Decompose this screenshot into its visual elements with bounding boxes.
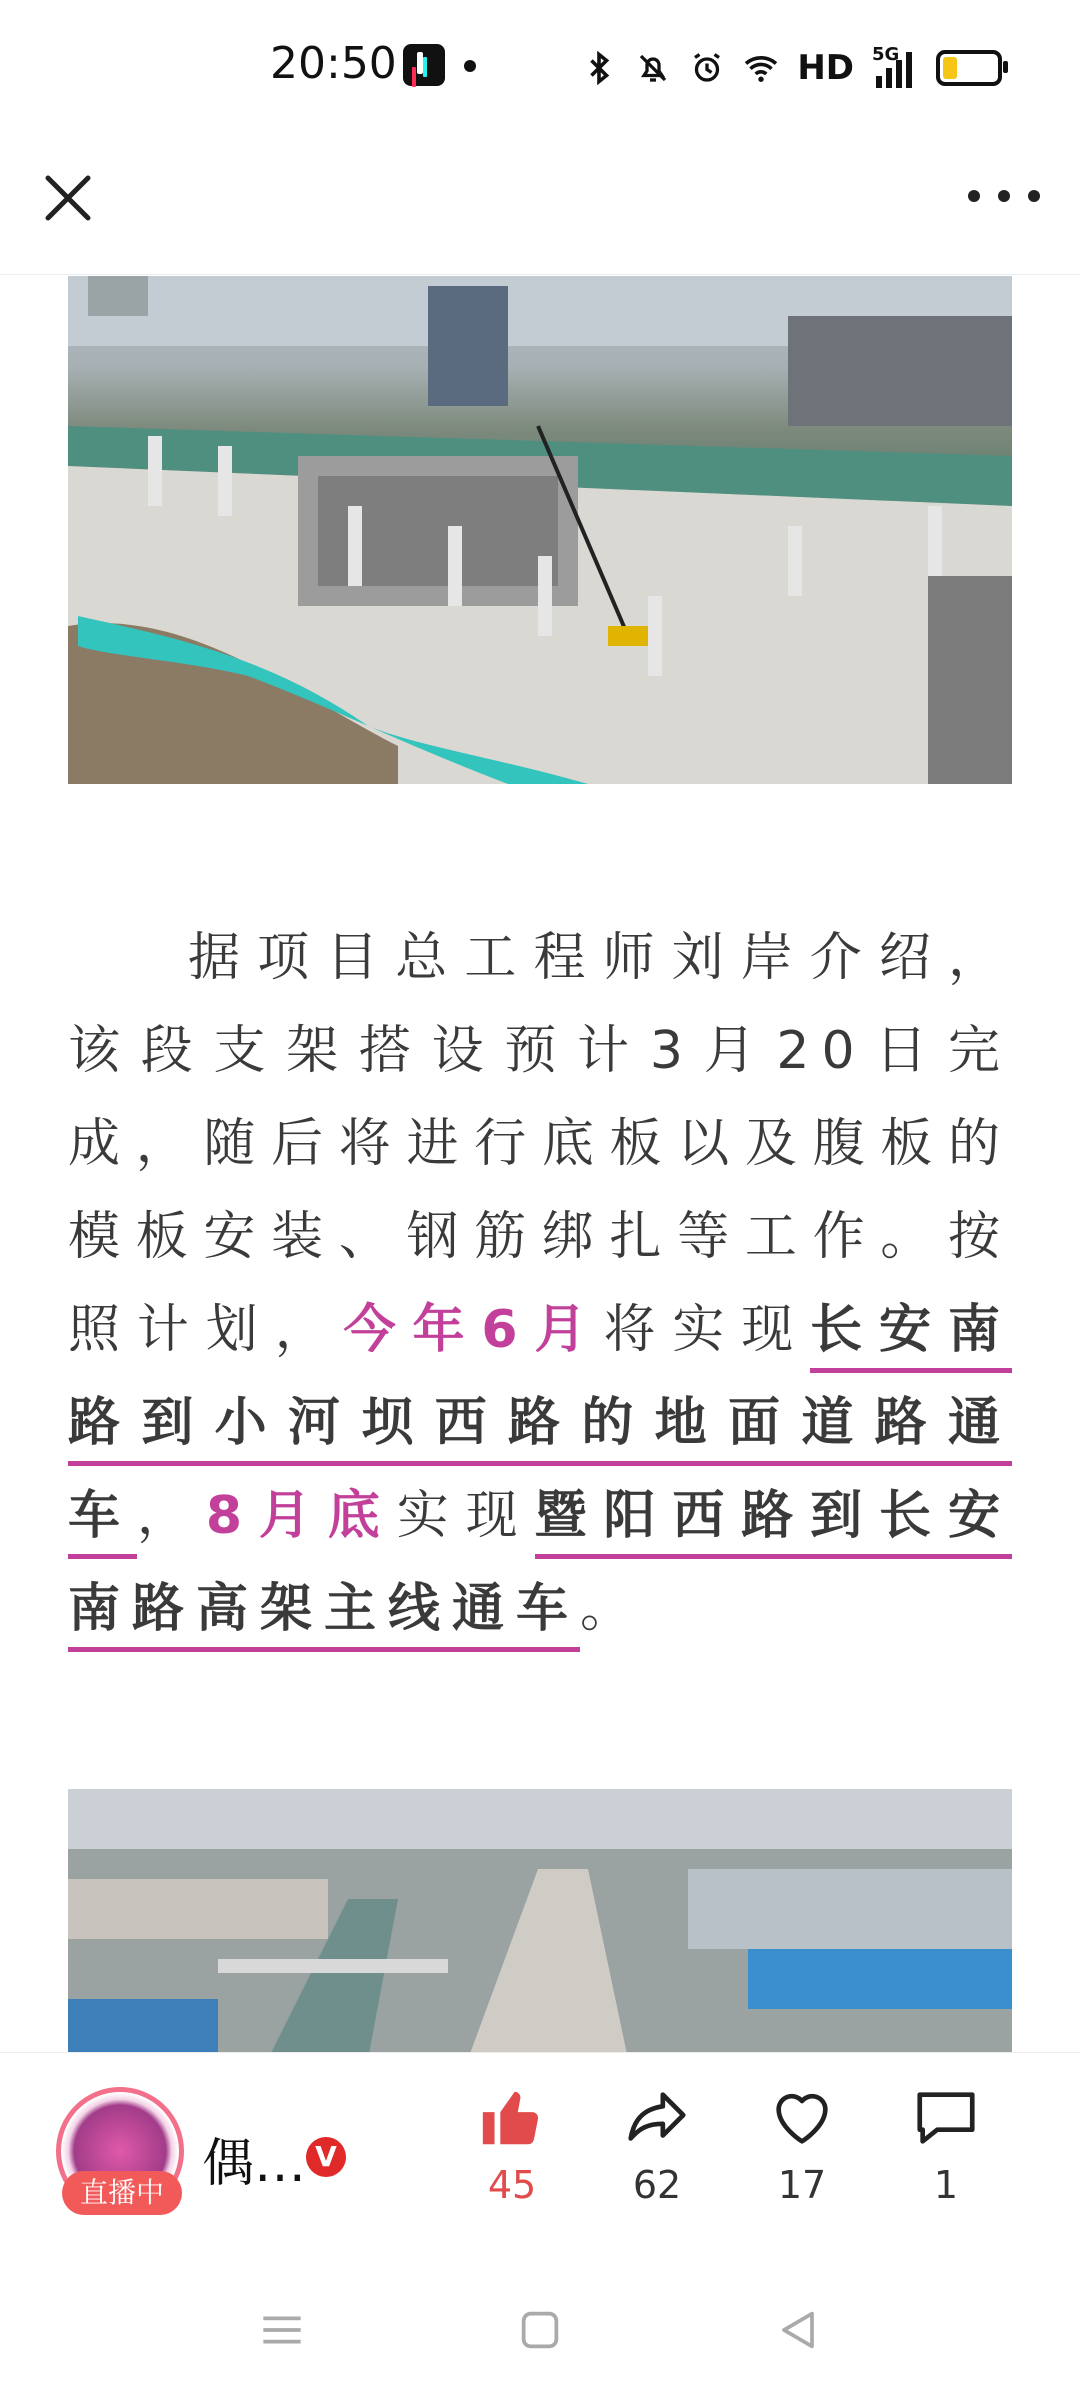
mute-bell-icon bbox=[635, 48, 671, 88]
article-content[interactable] bbox=[0, 274, 1080, 2052]
favorite-count: 17 bbox=[777, 2163, 827, 2207]
article-paragraph bbox=[68, 912, 1012, 1656]
notification-dot-icon bbox=[464, 60, 476, 72]
thumbs-up-icon bbox=[477, 2083, 547, 2153]
menu-icon[interactable] bbox=[254, 2302, 310, 2358]
live-badge[interactable]: 直播中 bbox=[62, 2171, 182, 2215]
back-icon[interactable] bbox=[770, 2302, 826, 2358]
paragraph-text: 将实现 bbox=[603, 1300, 811, 1360]
construction-aerial-photo-2[interactable] bbox=[68, 1789, 1012, 2052]
highlight-august: 8月底 bbox=[205, 1486, 397, 1546]
comment-button[interactable] bbox=[886, 2083, 1006, 2207]
wifi-icon bbox=[743, 48, 779, 88]
underlined-phrase: 长安南路到小河坝西路的地面道路通车 bbox=[68, 1300, 1012, 1559]
signal-label: 5G bbox=[872, 44, 900, 65]
paragraph-end: 。 bbox=[580, 1579, 645, 1639]
like-count: 45 bbox=[487, 2163, 537, 2207]
heart-icon bbox=[767, 2083, 837, 2153]
verified-badge: V bbox=[306, 2137, 346, 2177]
home-icon[interactable] bbox=[512, 2302, 568, 2358]
battery-icon bbox=[936, 50, 1002, 86]
article-text bbox=[68, 912, 1012, 1656]
paragraph-intro: 据项目总工程师刘岸介绍，该段支架搭设预计3月20日完成，随后将进行底板以及腹板的模板安装、钢筋绑扎等工作。按照计划， bbox=[68, 928, 1012, 1360]
favorite-button[interactable] bbox=[742, 2083, 862, 2207]
highlight-june: 今年6月 bbox=[343, 1300, 604, 1360]
network-label: HD bbox=[797, 48, 854, 88]
author-name[interactable]: 偶… bbox=[202, 2134, 307, 2194]
status-bar bbox=[0, 0, 1080, 130]
photo-illustration bbox=[68, 1789, 1012, 2052]
bluetooth-icon bbox=[581, 48, 617, 88]
paragraph-comma: ， bbox=[136, 1486, 206, 1546]
more-icon[interactable] bbox=[968, 176, 1040, 216]
comment-icon bbox=[911, 2083, 981, 2153]
share-icon bbox=[622, 2083, 692, 2153]
construction-aerial-photo-1[interactable] bbox=[68, 276, 1012, 784]
underlined-phrase: 暨阳西路到长安南路高架主线通车 bbox=[68, 1486, 1012, 1652]
douyin-app-icon bbox=[403, 44, 445, 86]
comment-count: 1 bbox=[933, 2163, 959, 2207]
status-time: 20:50 bbox=[270, 38, 397, 89]
share-button[interactable] bbox=[597, 2083, 717, 2207]
top-bar bbox=[0, 130, 1080, 275]
status-icons bbox=[581, 40, 1002, 96]
like-button[interactable] bbox=[452, 2083, 572, 2207]
system-nav-bar bbox=[0, 2262, 1080, 2400]
share-count: 62 bbox=[632, 2163, 682, 2207]
close-icon[interactable] bbox=[36, 166, 100, 230]
action-bar bbox=[0, 2052, 1080, 2263]
paragraph-text: 实现 bbox=[396, 1486, 535, 1546]
signal-icon bbox=[872, 44, 912, 88]
alarm-icon bbox=[689, 48, 725, 88]
photo-illustration bbox=[68, 276, 1012, 784]
